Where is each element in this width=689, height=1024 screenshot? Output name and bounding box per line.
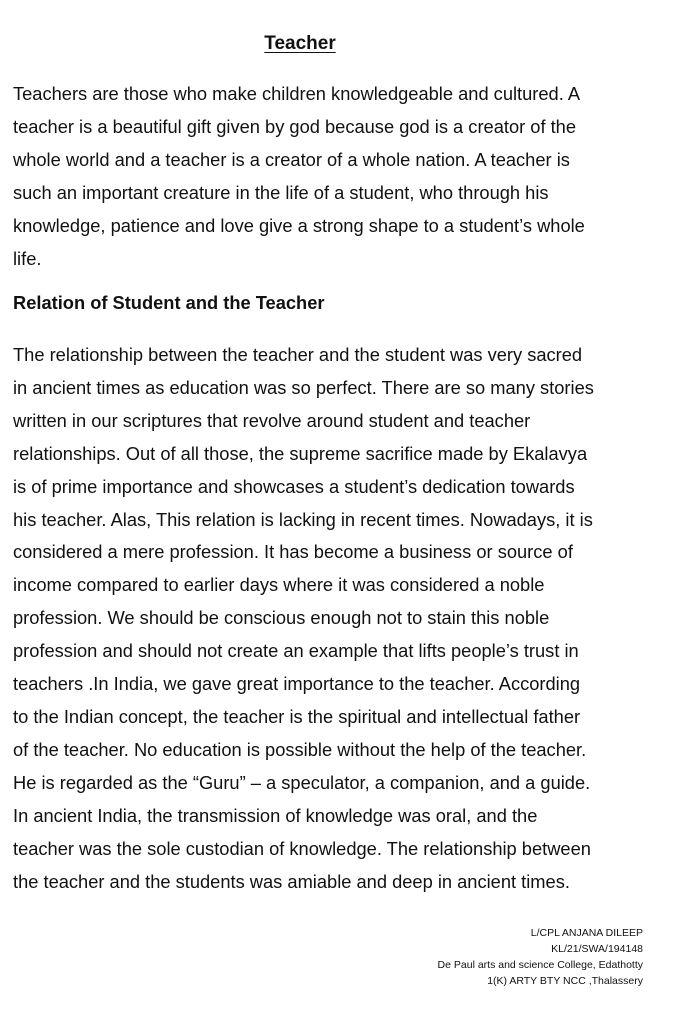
paragraph-line: written in our scriptures that revolve around student and teacher: [13, 409, 531, 431]
paragraph-line: Teachers are those who make children knowledgeable and cultured. A: [13, 83, 581, 104]
paragraph-line: teachers .In India, we gave great importance to the teacher. According: [13, 673, 581, 695]
paragraph-line: income compared to earlier days where it was considered a noble: [13, 574, 545, 596]
paragraph-line: teacher is a beautiful gift given by god because god is a creator of the: [13, 115, 577, 137]
intro-paragraph: [13, 78, 683, 275]
signature-college: De Paul arts and science College, Edathotty: [437, 959, 643, 971]
paragraph-line: profession and should not create an example that lifts people’s trust in: [13, 640, 579, 662]
signature-id: KL/21/SWA/194148: [551, 943, 643, 955]
paragraph-line: such an important creature in the life of a student, who through his: [13, 181, 549, 203]
paragraph-line: relationships. Out of all those, the supreme sacrifice made by Ekalavya: [13, 442, 588, 464]
paragraph-line: profession. We should be conscious enough not to stain this noble: [13, 607, 550, 629]
signature-unit: 1(K) ARTY BTY NCC ,Thalassery: [487, 975, 643, 987]
signature-block: [438, 925, 643, 989]
paragraph-line: considered a mere profession. It has become a business or source of: [13, 541, 573, 563]
paragraph-line: the teacher and the students was amiable and deep in ancient times.: [13, 870, 570, 892]
signature-name: L/CPL ANJANA DILEEP: [530, 927, 643, 939]
paragraph-line: The relationship between the teacher and the student was very sacred: [13, 344, 583, 365]
paragraph-line: knowledge, patience and love give a strong shape to a student’s whole: [13, 214, 585, 236]
paragraph-line: is of prime importance and showcases a student’s dedication towards: [13, 475, 575, 497]
paragraph-line: of the teacher. No education is possible without the help of the teacher.: [13, 738, 587, 760]
paragraph-line: to the Indian concept, the teacher is the spiritual and intellectual father: [13, 705, 581, 727]
paragraph-line: in ancient times as education was so perfect. There are so many stories: [13, 376, 594, 398]
document-title: Teacher: [264, 33, 336, 54]
paragraph-line: life.: [13, 247, 42, 269]
paragraph-line: his teacher. Alas, This relation is lacking in recent times. Nowadays, it is: [13, 508, 593, 530]
paragraph-line: In ancient India, the transmission of knowledge was oral, and the: [13, 804, 538, 826]
section-heading: Relation of Student and the Teacher: [13, 292, 325, 313]
paragraph-line: He is regarded as the “Guru” – a speculator, a companion, and a guide.: [13, 771, 591, 793]
paragraph-line: teacher was the sole custodian of knowledge. The relationship between: [13, 837, 591, 859]
paragraph-line: whole world and a teacher is a creator of a whole nation. A teacher is: [13, 148, 570, 170]
body-paragraph: [13, 339, 683, 898]
